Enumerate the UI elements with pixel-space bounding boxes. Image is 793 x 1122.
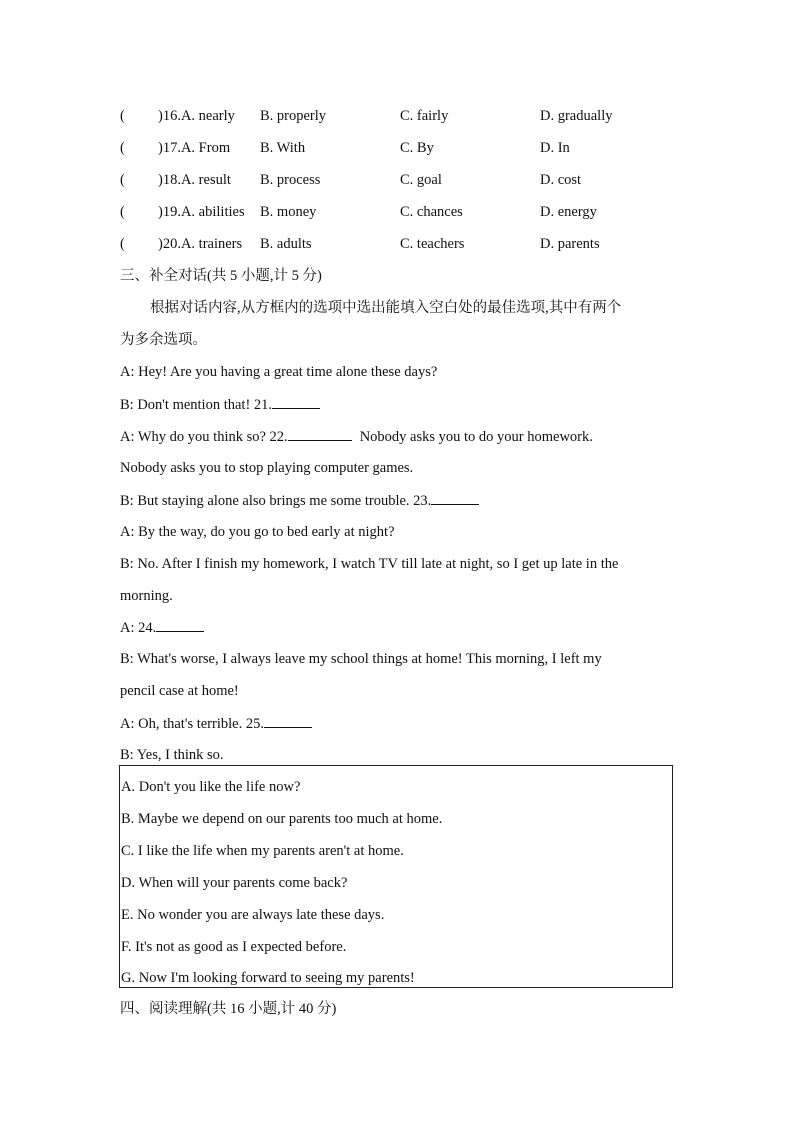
answer-paren[interactable]: (	[120, 204, 125, 220]
dialogue-text: B: But staying alone also brings me some trouble. 23.	[120, 493, 432, 509]
option-c: C. chances	[400, 204, 463, 220]
question-row-16	[120, 106, 680, 126]
blank-23[interactable]	[431, 490, 479, 505]
option-d: D. energy	[540, 204, 597, 220]
section-3-heading: 三、补全对话(共 5 小题,计 5 分)	[120, 268, 322, 284]
dialogue-line	[120, 617, 204, 638]
option-item: C. I like the life when my parents aren't at home.	[121, 843, 404, 859]
dialogue-line: B: Yes, I think so.	[120, 747, 224, 763]
dialogue-text: A: Why do you think so? 22.	[120, 429, 288, 445]
dialogue-line: Nobody asks you to stop playing computer games.	[120, 460, 414, 476]
dialogue-line: A: By the way, do you go to bed early at night?	[120, 524, 395, 540]
dialogue-line: pencil case at home!	[120, 683, 239, 699]
blank-21[interactable]	[272, 394, 320, 409]
option-d: D. cost	[540, 172, 582, 188]
dialogue-line	[120, 426, 593, 447]
blank-25[interactable]	[264, 713, 312, 728]
question-row-17	[120, 138, 680, 158]
option-d: D. parents	[540, 236, 600, 252]
dialogue-line: B: What's worse, I always leave my school things at home! This morning, I left my	[120, 651, 602, 667]
option-a: )20.A. trainers	[158, 236, 243, 252]
dialogue-line: A: Hey! Are you having a great time alone these days?	[120, 364, 438, 380]
section-3-instruction: 根据对话内容,从方框内的选项中选出能填入空白处的最佳选项,其中有两个	[150, 300, 622, 316]
option-item: A. Don't you like the life now?	[121, 779, 301, 795]
option-b: B. adults	[260, 236, 312, 252]
question-row-20	[120, 234, 680, 254]
option-c: C. fairly	[400, 108, 449, 124]
options-box	[119, 765, 673, 988]
option-d: D. gradually	[540, 108, 613, 124]
option-item: F. It's not as good as I expected before.	[121, 939, 347, 955]
answer-paren[interactable]: (	[120, 236, 125, 252]
question-row-19	[120, 202, 680, 222]
question-row-18	[120, 170, 680, 190]
dialogue-line: B: No. After I finish my homework, I watch TV till late at night, so I get up late in the	[120, 556, 619, 572]
dialogue-text: B: Don't mention that! 21.	[120, 397, 273, 413]
option-b: B. properly	[260, 108, 327, 124]
blank-22[interactable]	[288, 426, 352, 441]
answer-paren[interactable]: (	[120, 172, 125, 188]
answer-paren[interactable]: (	[120, 140, 125, 156]
option-a: )19.A. abilities	[158, 204, 245, 220]
dialogue-line: morning.	[120, 588, 173, 604]
dialogue-text: A: 24.	[120, 620, 157, 636]
section-4-heading: 四、阅读理解(共 16 小题,计 40 分)	[120, 1001, 337, 1017]
option-b: B. money	[260, 204, 317, 220]
dialogue-text: A: Oh, that's terrible. 25.	[120, 716, 264, 732]
section-3-instruction-cont: 为多余选项。	[120, 332, 207, 348]
option-a: )16.A. nearly	[158, 108, 235, 124]
option-a: )17.A. From	[158, 140, 231, 156]
option-b: B. With	[260, 140, 306, 156]
dialogue-line	[120, 394, 320, 415]
dialogue-line	[120, 713, 312, 734]
option-item: B. Maybe we depend on our parents too much at home.	[121, 811, 443, 827]
answer-paren[interactable]: (	[120, 108, 125, 124]
option-b: B. process	[260, 172, 321, 188]
option-c: C. goal	[400, 172, 442, 188]
option-item: E. No wonder you are always late these days.	[121, 907, 385, 923]
option-d: D. In	[540, 140, 570, 156]
option-item: G. Now I'm looking forward to seeing my parents!	[121, 970, 415, 986]
option-c: C. teachers	[400, 236, 465, 252]
blank-24[interactable]	[156, 617, 204, 632]
dialogue-line	[120, 490, 479, 511]
option-c: C. By	[400, 140, 434, 156]
option-a: )18.A. result	[158, 172, 231, 188]
dialogue-text: Nobody asks you to do your homework.	[359, 429, 593, 445]
option-item: D. When will your parents come back?	[121, 875, 348, 891]
